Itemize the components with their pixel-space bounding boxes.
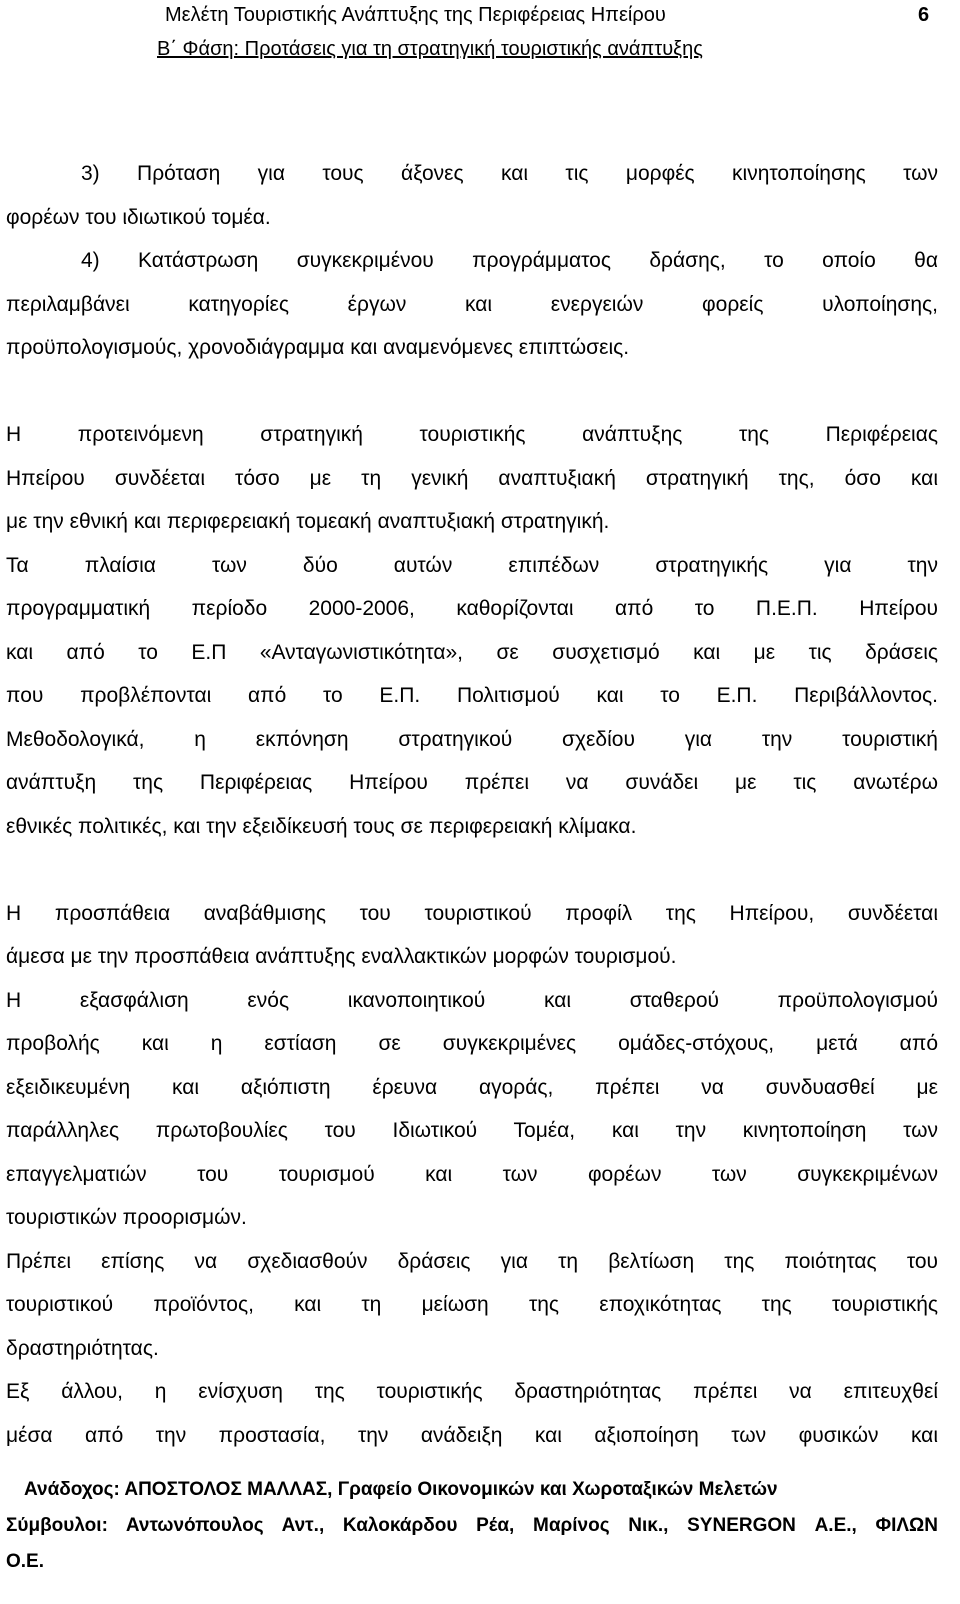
body-line: επαγγελματιών του τουρισμού και των φορέων των συγκεκριμένων xyxy=(6,1162,938,1186)
body-line: φορέων του ιδιωτικού τομέα. xyxy=(6,205,271,229)
page-number: 6 xyxy=(918,4,930,26)
body-line: 3) Πρόταση για τους άξονες και τις μορφές κινητοποίησης των xyxy=(81,162,938,185)
header-title: Μελέτη Τουριστικής Ανάπτυξης της Περιφέρειας Ηπείρου xyxy=(165,4,666,26)
body-line: Μεθοδολογικά, η εκπόνηση στρατηγικού σχεδίου για την τουριστική xyxy=(6,727,938,751)
body-line: Η εξασφάλιση ενός ικανοποιητικού και σταθερού προϋπολογισμού xyxy=(6,988,938,1012)
body-line: Η προσπάθεια αναβάθμισης του τουριστικού προφίλ της Ηπείρου, συνδέεται xyxy=(6,901,938,925)
footer-contractor: Ανάδοχος: ΑΠΟΣΤΟΛΟΣ ΜΑΛΛΑΣ, Γραφείο Οικονομικών και Χωροταξικών Μελετών xyxy=(24,1479,778,1500)
body-line: 4) Κατάστρωση συγκεκριμένου προγράμματος δράσης, το οποίο θα xyxy=(81,249,938,272)
body-line: προγραμματική περίοδο 2000-2006, καθορίζονται από το Π.Ε.Π. Ηπείρου xyxy=(6,597,938,620)
body-line: τουριστικών προορισμών. xyxy=(6,1206,247,1229)
body-line: άμεσα με την προσπάθεια ανάπτυξης εναλλακτικών μορφών τουρισμού. xyxy=(6,945,677,968)
body-line: μέσα από την προστασία, την ανάδειξη και αξιοποίηση των φυσικών και xyxy=(6,1423,938,1447)
body-line: περιλαμβάνει κατηγορίες έργων και ενεργειών φορείς υλοποίησης, xyxy=(6,292,938,316)
footer-consultants-cont: Ο.Ε. xyxy=(6,1551,45,1572)
body-line: προβολής και η εστίαση σε συγκεκριμένες ομάδες-στόχους, μετά από xyxy=(6,1032,938,1055)
body-text xyxy=(6,152,938,1457)
body-line: Πρέπει επίσης να σχεδιασθούν δράσεις για τη βελτίωση της ποιότητας του xyxy=(6,1249,938,1273)
body-line: εθνικές πολιτικές, και την εξειδίκευσή τους σε περιφερειακή κλίμακα. xyxy=(6,814,637,838)
body-line: με την εθνική και περιφερειακή τομεακή αναπτυξιακή στρατηγική. xyxy=(6,510,610,533)
body-line: που προβλέπονται από το Ε.Π. Πολιτισμού και το Ε.Π. Περιβάλλοντος. xyxy=(6,684,938,707)
body-line: προϋπολογισμούς, χρονοδιάγραμμα και αναμενόμενες επιπτώσεις. xyxy=(6,336,630,359)
body-line: Η προτεινόμενη στρατηγική τουριστικής ανάπτυξης της Περιφέρειας xyxy=(6,423,938,446)
page-footer xyxy=(0,1472,960,1580)
header-subtitle: Β΄ Φάση: Προτάσεις για τη στρατηγική τουριστικής ανάπτυξης xyxy=(157,38,703,60)
body-line: Ηπείρου συνδέεται τόσο με τη γενική αναπτυξιακή στρατηγική της, όσο και xyxy=(6,466,938,490)
paragraph-gap xyxy=(6,848,938,892)
body-line: ανάπτυξη της Περιφέρειας Ηπείρου πρέπει να συνάδει με τις ανωτέρω xyxy=(6,771,938,794)
body-line: δραστηριότητας. xyxy=(6,1336,159,1360)
footer-consultants: Σύμβουλοι: Αντωνόπουλος Αντ., Καλοκάρδου Ρέα, Μαρίνος Νικ., SYNERGON Α.Ε., ΦΙΛΩΝ xyxy=(6,1515,938,1536)
body-line: τουριστικού προϊόντος, και τη μείωση της εποχικότητας της τουριστικής xyxy=(6,1293,938,1316)
paragraph-gap xyxy=(6,370,938,414)
body-line: Τα πλαίσια των δύο αυτών επιπέδων στρατηγικής για την xyxy=(6,553,938,577)
page-header xyxy=(0,0,960,66)
body-line: εξειδικευμένη και αξιόπιστη έρευνα αγοράς, πρέπει να συνδυασθεί με xyxy=(6,1075,938,1099)
body-line: και από το Ε.Π «Ανταγωνιστικότητα», σε συσχετισμό και με τις δράσεις xyxy=(6,640,938,664)
body-line: Εξ άλλου, η ενίσχυση της τουριστικής δραστηριότητας πρέπει να επιτευχθεί xyxy=(6,1380,938,1403)
body-line: παράλληλες πρωτοβουλίες του Ιδιωτικού Τομέα, και την κινητοποίηση των xyxy=(6,1119,938,1142)
